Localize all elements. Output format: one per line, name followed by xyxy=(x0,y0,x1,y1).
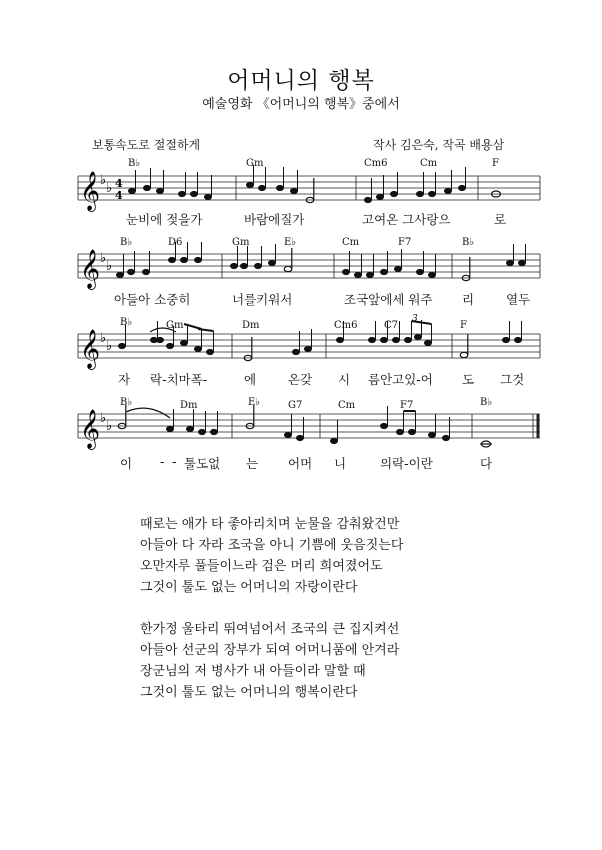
lyric-text: 시 xyxy=(338,372,351,387)
lyric-text: 조국앞에세 워주 xyxy=(344,292,433,307)
svg-text:3: 3 xyxy=(412,314,418,324)
song-subtitle: 예술영화 《어머니의 행복》중에서 xyxy=(202,97,400,112)
svg-text:4: 4 xyxy=(115,189,123,202)
verse-3 xyxy=(140,619,403,703)
lyric-text: 눈비에 젖을가 xyxy=(126,212,203,227)
treble-clef-icon: 𝄞 xyxy=(80,409,101,449)
chord-label: F7 xyxy=(400,400,414,411)
svg-text:♭: ♭ xyxy=(100,411,107,426)
chord-label: G7 xyxy=(288,400,303,411)
lyric-text: 열두 xyxy=(506,292,531,307)
svg-text:♭: ♭ xyxy=(100,173,107,188)
music-system-4 xyxy=(0,392,602,512)
verse-line: 장군님의 저 병사가 내 아들이라 말할 때 xyxy=(140,664,366,679)
lyric-text: 에 xyxy=(244,372,257,387)
chord-label: Gm xyxy=(246,158,264,169)
treble-clef-icon: 𝄞 xyxy=(80,329,101,369)
tempo-marking: 보통속도로 절절하게 xyxy=(92,138,201,152)
chord-label: Dm xyxy=(180,400,198,411)
verse-line: 아들아 선군의 장부가 되여 어머니품에 안겨라 xyxy=(140,643,400,658)
lyric-text: 자 xyxy=(118,372,131,387)
chord-label: B♭ xyxy=(120,397,133,408)
verse-2 xyxy=(140,514,403,598)
lyric-text: 다 xyxy=(480,456,493,471)
svg-text:♭: ♭ xyxy=(100,251,107,266)
chord-label: Cm6 xyxy=(364,158,388,169)
verse-line: 아들아 다 자라 조국을 아니 기쁨에 웃음짓는다 xyxy=(140,538,404,553)
lyric-text: 름안고있-어 xyxy=(368,372,433,387)
verse-line: 한가정 울타리 뛰여넘어서 조국의 큰 집지켜선 xyxy=(140,622,400,637)
svg-text:♭: ♭ xyxy=(100,331,107,346)
verse-line: 그것이 툴도 없는 어머니의 행복이란다 xyxy=(140,685,358,700)
lyric-text: 로 xyxy=(494,212,507,227)
chord-label: F xyxy=(492,158,499,169)
chord-label: E♭ xyxy=(248,397,261,408)
lyric-text: 는 xyxy=(246,456,259,471)
chord-label: B♭ xyxy=(120,237,133,248)
song-credits: 작사 김은숙, 작곡 배용삼 xyxy=(373,138,505,152)
lyric-text: 온갖 xyxy=(288,372,313,387)
lyric-text: 그것 xyxy=(500,372,525,387)
lyric-text: 도 xyxy=(462,372,475,387)
svg-text:♭: ♭ xyxy=(106,181,113,196)
verse-line: 그것이 툴도 없는 어머니의 자랑이란다 xyxy=(140,580,358,595)
chord-label: B♭ xyxy=(120,317,133,328)
treble-clef-icon: 𝄞 xyxy=(80,249,101,289)
lyric-text: 의락-이란 xyxy=(380,456,433,471)
lyric-text: 고여온 그사랑으 xyxy=(362,212,451,227)
chord-label: B♭ xyxy=(128,158,141,169)
chord-label: Cm xyxy=(338,400,356,411)
chord-label: Gm xyxy=(166,320,184,331)
svg-text:♭: ♭ xyxy=(106,259,113,274)
verse-line: 오만자루 풀들이느라 검은 머리 희여졌어도 xyxy=(140,559,383,574)
svg-text:♭: ♭ xyxy=(106,419,113,434)
chord-label: Dm xyxy=(242,320,260,331)
lyric-text: 바람에질가 xyxy=(244,212,305,227)
lyric-text: - xyxy=(160,454,165,469)
chord-label: B♭ xyxy=(462,237,475,248)
verse-line: 때로는 애가 타 좋아리치며 눈물을 감춰왔건만 xyxy=(140,517,400,532)
lyric-text: 니 xyxy=(334,456,347,471)
lyric-text: 락-치마폭- xyxy=(150,372,208,387)
lyric-text: 아들아 소중히 xyxy=(114,292,191,307)
lyric-text: 어머 xyxy=(288,456,313,471)
lyric-text: - xyxy=(172,454,177,469)
chord-label: D6 xyxy=(168,237,183,248)
chord-label: Cm xyxy=(342,237,360,248)
chord-label: Cm xyxy=(420,158,438,169)
chord-label: B♭ xyxy=(480,397,493,408)
chord-label: Cm6 xyxy=(334,320,358,331)
chord-label: C7 xyxy=(384,320,399,331)
lyric-text: 너를키워서 xyxy=(232,292,293,307)
song-title: 어머니의 행복 xyxy=(227,68,375,94)
chord-label: E♭ xyxy=(284,237,297,248)
lyric-text: 툴도없 xyxy=(184,456,221,471)
svg-text:♭: ♭ xyxy=(106,339,113,354)
lyric-text: 이 xyxy=(120,456,133,471)
chord-label: F xyxy=(460,320,467,331)
treble-clef-icon: 𝄞 xyxy=(80,171,101,211)
chord-label: F7 xyxy=(398,237,412,248)
chord-label: Gm xyxy=(232,237,250,248)
verses-block xyxy=(140,514,403,724)
svg-text:4: 4 xyxy=(115,177,123,190)
lyric-text: 리 xyxy=(462,292,475,307)
